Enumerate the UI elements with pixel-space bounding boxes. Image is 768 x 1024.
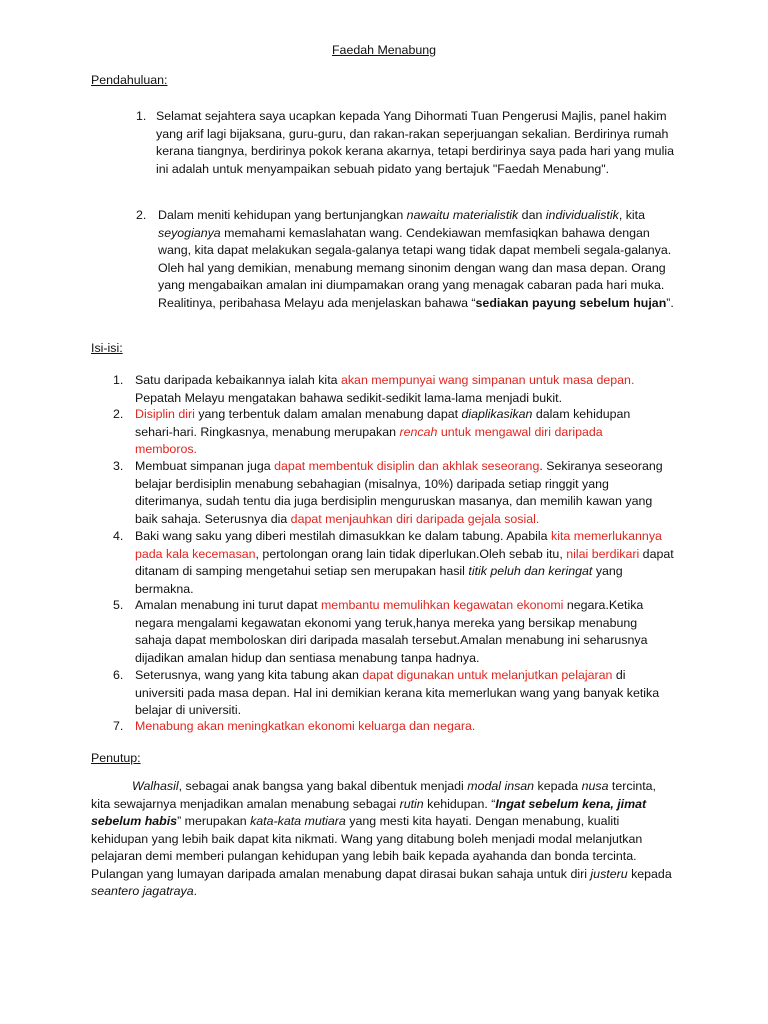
text-run: Dalam meniti kehidupan yang bertunjangkan: [158, 208, 407, 222]
text-run: kepada: [534, 779, 582, 793]
text-run: sediakan payung sebelum hujan: [475, 295, 667, 310]
isi-item-number: 2.: [113, 407, 124, 421]
isi-item-6: [135, 667, 677, 720]
text-run: , pertolongan orang lain tidak diperlukan.Oleh sebab itu,: [255, 546, 567, 561]
text-run: di universiti pada masa depan. Hal ini demikian kerana kita memerlukan wang yang banyak ketika belajar di universiti.: [135, 668, 660, 717]
closing-paragraph: [91, 778, 677, 901]
isi-item-7: [135, 718, 675, 736]
text-run: Ingat sebelum kena, jimat sebelum habis: [91, 796, 647, 828]
isi-item-number: 3.: [113, 459, 124, 473]
text-run: seyogianya: [158, 225, 221, 240]
text-run: individualistik: [545, 208, 619, 222]
text-run: dapat membentuk disiplin dan akhlak seseorang: [274, 459, 540, 473]
heading-isi: Isi-isi:: [91, 341, 123, 355]
text-run: . Sekiranya seseorang belajar berdisiplin menabung sebahagian (misalnya, 10%) daripada setiap ringgit yang diterimanya, sudah tentu dia juga berdisiplin menguruskan masanya, dan memilih kawan yang baik sahaja. Seterusnya dia: [135, 459, 663, 526]
isi-item-number: 4.: [113, 529, 124, 543]
text-run: dapat menjauhkan diri daripada gejala sosial.: [290, 511, 540, 526]
heading-pendahuluan: Pendahuluan:: [91, 73, 168, 87]
text-run: kehidupan. “: [423, 796, 496, 811]
text-run: nilai berdikari: [566, 546, 640, 561]
intro-item-number: 1.: [136, 109, 147, 123]
text-run: diaplikasikan: [461, 407, 533, 421]
text-run: kita memerlukannya pada kala kecemasan: [135, 529, 662, 561]
text-run: Seterusnya, wang yang kita tabung akan: [135, 668, 363, 682]
text-run: untuk mengawal diri daripada memboros.: [135, 424, 603, 456]
text-run: yang mesti kita hayati. Dengan menabung, kualiti kehidupan yang lebih baik dapat kita nikmati. Wang yang ditabung boleh menjadi modal melanjutkan pelajaran demi memberi pulangan kehidupan yang lebih baik kepada ayahanda dan bonda tercinta. Pulangan yang lumayan daripada amalan menabung dapat dirasai bukan sahaja untuk diri: [91, 814, 643, 881]
document-title: Faedah Menabung: [331, 43, 437, 57]
isi-item-2: [135, 406, 653, 459]
isi-item-number: 5.: [113, 598, 124, 612]
text-run: Pepatah Melayu mengatakan bahawa sedikit-sedikit lama-lama menjadi bukit.: [135, 390, 563, 405]
isi-item-number: 7.: [113, 719, 124, 733]
text-run: kata-kata mutiara: [250, 814, 346, 828]
isi-item-4: [135, 528, 677, 598]
text-run: dapat ditanam di samping mengetahui setiap sen merupakan hasil: [135, 546, 674, 578]
text-run: Disiplin diri: [135, 407, 195, 421]
isi-item-1: [135, 372, 675, 407]
isi-item-number: 6.: [113, 668, 124, 682]
text-run: , sebagai anak bangsa yang bakal dibentuk menjadi: [178, 779, 468, 793]
text-run: tercinta, kita sewajarnya menjadikan amalan menabung sebagai: [91, 779, 657, 811]
text-run: Menabung akan meningkatkan ekonomi keluarga dan negara.: [135, 719, 476, 733]
text-run: kepada: [627, 866, 672, 881]
text-run: ”.: [666, 295, 674, 310]
text-run: membantu memulihkan kegawatan ekonomi: [320, 598, 564, 612]
text-run: modal insan: [467, 779, 535, 793]
text-run: nusa: [581, 779, 609, 793]
text-run: Satu daripada kebaikannya ialah kita: [135, 373, 341, 387]
text-run: Selamat sejahtera saya ucapkan kepada Yang Dihormati Tuan Pengerusi Majlis, panel hakim yang arif lagi bijaksana, guru-guru, dan rakan-rakan seperjuangan sekalian. Berdirinya rumah kerana tiangnya, berdirinya pokok kerana akarnya, tetapi berdirinya saya pada hari yang mulia ini adalah untuk menyampaikan sebuah pidato yang bertajuk "Faedah Menabung".: [156, 109, 674, 176]
text-run: rencah: [399, 424, 438, 439]
text-run: dapat digunakan untuk melanjutkan pelajaran: [362, 668, 613, 682]
text-run: Membuat simpanan juga: [135, 459, 275, 473]
text-run: titik peluh dan keringat: [468, 564, 593, 578]
text-run: dalam kehidupan sehari-hari. Ringkasnya, menabung merupakan: [135, 407, 631, 439]
text-run: seantero jagatraya: [91, 884, 194, 898]
text-run: dan: [518, 208, 546, 222]
text-run: Amalan menabung ini turut dapat: [135, 598, 321, 612]
text-run: Walhasil: [132, 779, 179, 793]
text-run: Baki wang saku yang diberi mestilah dimasukkan ke dalam tabung. Apabila: [135, 529, 552, 543]
intro-paragraph-1: [156, 108, 676, 178]
heading-penutup: Penutup:: [91, 751, 141, 765]
text-run: yang terbentuk dalam amalan menabung dapat: [194, 407, 462, 421]
text-run: .: [193, 884, 198, 898]
isi-item-number: 1.: [113, 373, 124, 387]
intro-item-number: 2.: [136, 208, 147, 222]
intro-paragraph-2: [158, 207, 676, 312]
isi-item-5: [135, 597, 675, 667]
text-run: yang bermakna.: [135, 564, 623, 596]
text-run: memahami kemaslahatan wang. Cendekiawan memfasiqkan bahawa dengan wang, kita dapat melakukan segala-galanya tetapi wang tidak dapat membeli segala-galanya. Oleh hal yang demikian, menabung memang sinonim dengan wang dan masa depan. Orang yang mengabaikan amalan ini diumpamakan orang yang menagak cabaran pada hari muka. Realitinya, peribahasa Melayu ada menjelaskan bahawa “: [158, 225, 672, 310]
text-run: nawaitu materialistik: [406, 208, 519, 222]
text-run: ” merupakan: [177, 814, 251, 828]
text-run: , kita: [618, 208, 645, 222]
text-run: akan mempunyai wang simpanan untuk masa depan.: [340, 373, 635, 387]
isi-item-3: [135, 458, 677, 528]
text-run: justeru: [590, 866, 628, 881]
text-run: negara.Ketika negara mengalami kegawatan ekonomi yang teruk,hanya mereka yang bersikap menabung sahaja dapat memboloskan diri daripada masalah tersebut.Amalan menabung ini seharusnya dijadikan amalan hidup dan sentiasa menabung tanpa hadnya.: [135, 598, 648, 665]
text-run: rutin: [399, 796, 424, 811]
